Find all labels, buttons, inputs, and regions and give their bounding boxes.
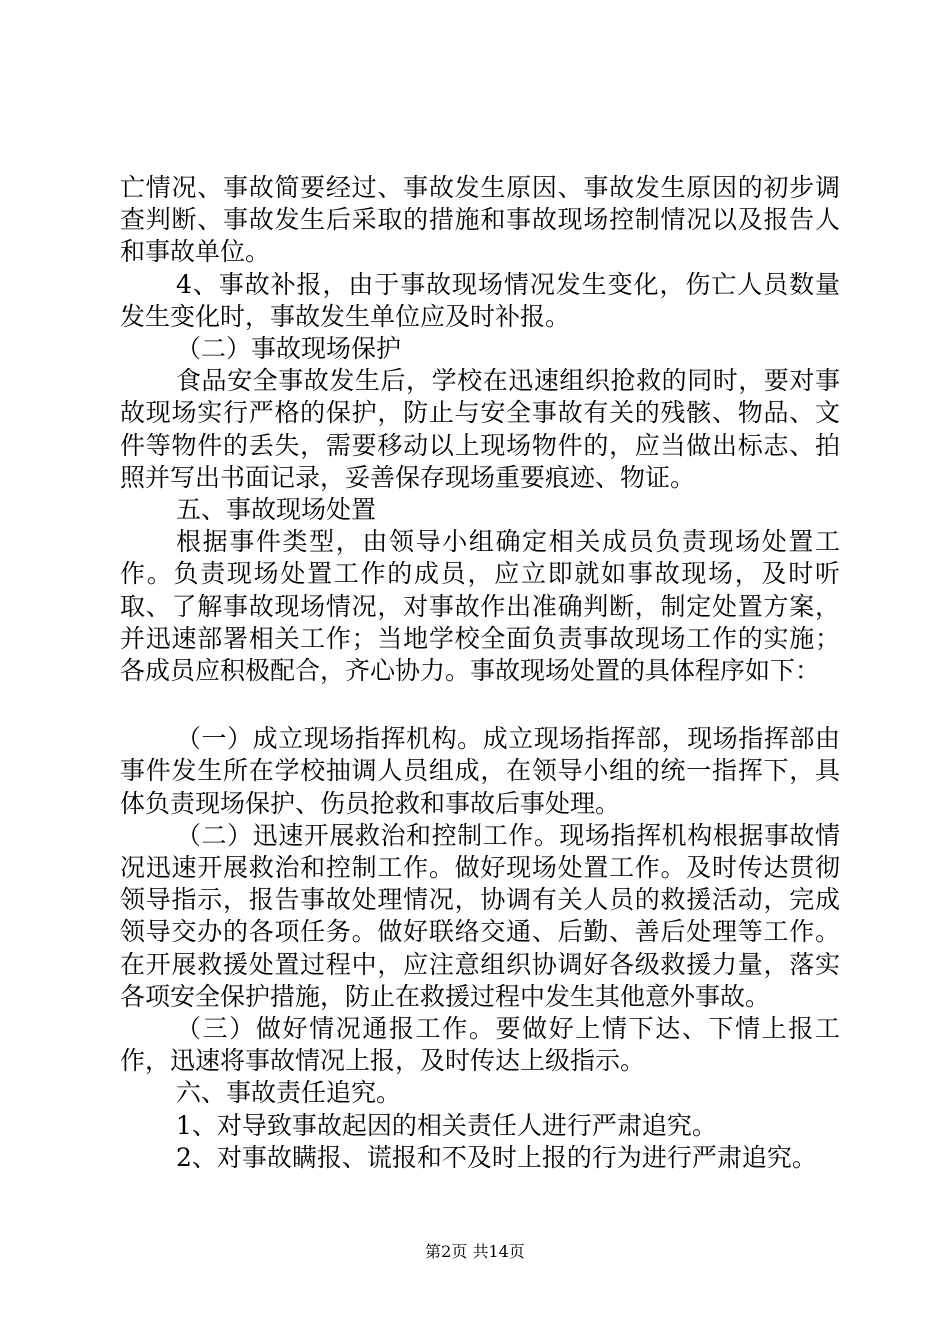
paragraph-gap	[120, 687, 840, 723]
paragraph-scene-protection: 食品安全事故发生后，学校在迅速组织抢救的同时，要对事故现场实行严格的保护，防止与安全事故有关的残骸、物品、文件等物件的丢失，需要移动以上现场物件的，应当做出标志、拍照并写出书面记录，妥善保存现场重要痕迹、物证。	[120, 366, 840, 492]
paragraph-command-setup: （一）成立现场指挥机构。成立现场指挥部，现场指挥部由事件发生所在学校抽调人员组成，在领导小组的统一指挥下，具体负责现场保护、伤员抢救和事故后事处理。	[120, 724, 840, 818]
heading-accountability: 六、事故责任追究。	[176, 1078, 402, 1108]
page-footer: 第2页 共14页	[425, 1242, 525, 1261]
paragraph-rescue-control: （二）迅速开展救治和控制工作。现场指挥机构根据事故情况迅速开展救治和控制工作。做好现场处置工作。及时传达贯彻领导指示，报告事故处理情况，协调有关人员的救援活动，完成领导交办的各项任务。做好联络交通、后勤、善后处理等工作。在开展救援处置过程中，应注意组织协调好各级救援力量，落实各项安全保护措施，防止在救援过程中发生其他意外事故。	[120, 820, 840, 1011]
document-body	[120, 172, 840, 1174]
paragraph-supplementary-report: 4、事故补报，由于事故现场情况发生变化，伤亡人员数量发生变化时，事故发生单位应及时补报。	[120, 269, 840, 331]
paragraph-accountability-2: 2、对事故瞒报、谎报和不及时上报的行为进行严肃追究。	[176, 1142, 817, 1172]
paragraph-casualty-report: 亡情况、事故简要经过、事故发生原因、事故发生原因的初步调查判断、事故发生后采取的措施和事故现场控制情况以及报告人和事故单位。	[120, 173, 840, 267]
heading-scene-protection: （二）事故现场保护	[176, 334, 402, 364]
heading-scene-handling: 五、事故现场处置	[176, 495, 377, 525]
paragraph-notification: （三）做好情况通报工作。要做好上情下达、下情上报工作，迅速将事故情况上报，及时传达上级指示。	[120, 1014, 840, 1076]
paragraph-accountability-1: 1、对导致事故起因的相关责任人进行严肃追究。	[176, 1110, 717, 1140]
paragraph-scene-handling: 根据事件类型，由领导小组确定相关成员负责现场处置工作。负责现场处置工作的成员，应立即就如事故现场，及时听取、了解事故现场情况，对事故作出准确判断，制定处置方案，并迅速部署相关工作；当地学校全面负责事故现场工作的实施；各成员应积极配合，齐心协力。事故现场处置的具体程序如下：	[120, 527, 840, 686]
